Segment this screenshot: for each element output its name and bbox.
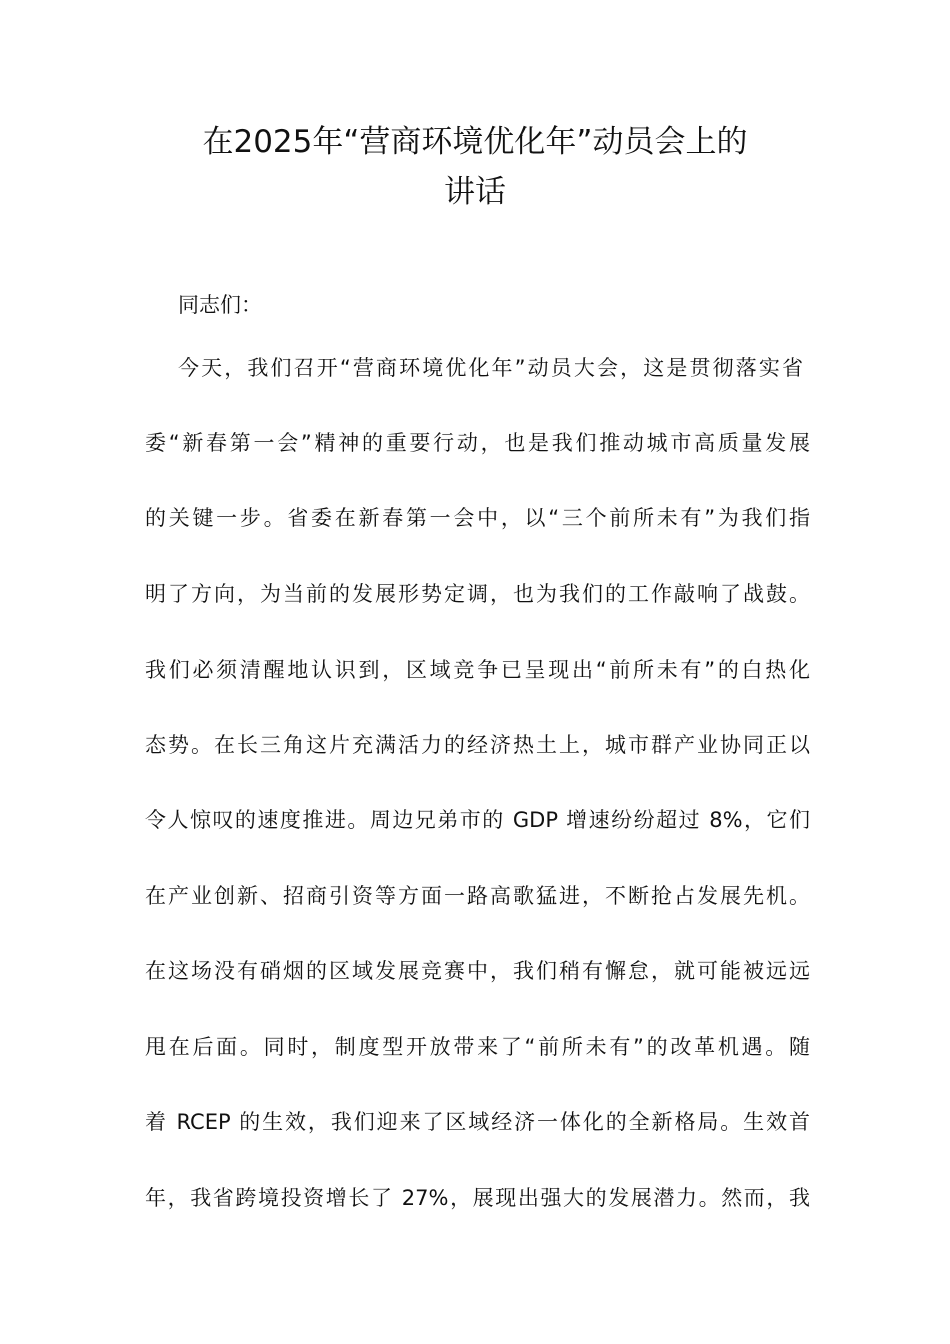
document-title-line-1: 在2025年“营商环境优化年”动员会上的 bbox=[202, 124, 748, 160]
body-line: 的关键一步。省委在新春第一会中，以“三个前所未有”为我们指 bbox=[145, 506, 810, 530]
body-line: 着 RCEP 的生效，我们迎来了区域经济一体化的全新格局。生效首 bbox=[145, 1110, 810, 1134]
body-line: 今天，我们召开“营商环境优化年”动员大会，这是贯彻落实省 bbox=[178, 356, 803, 380]
body-line: 委“新春第一会”精神的重要行动，也是我们推动城市高质量发展 bbox=[145, 431, 810, 455]
body-line: 在产业创新、招商引资等方面一路高歌猛进，不断抢占发展先机。 bbox=[145, 884, 810, 908]
body-line: 我们必须清醒地认识到，区域竞争已呈现出“前所未有”的白热化 bbox=[145, 658, 810, 682]
document-title-line-2: 讲话 bbox=[444, 174, 506, 210]
body-line: 态势。在长三角这片充满活力的经济热土上，城市群产业协同正以 bbox=[145, 733, 810, 757]
body-line: 年，我省跨境投资增长了 27%，展现出强大的发展潜力。然而，我 bbox=[145, 1186, 810, 1210]
body-line: 甩在后面。同时，制度型开放带来了“前所未有”的改革机遇。随 bbox=[145, 1035, 810, 1059]
salutation: 同志们： bbox=[178, 293, 262, 317]
body-line: 令人惊叹的速度推进。周边兄弟市的 GDP 增速纷纷超过 8%，它们 bbox=[145, 808, 810, 832]
body-line: 明了方向，为当前的发展形势定调，也为我们的工作敲响了战鼓。 bbox=[145, 582, 810, 606]
body-line: 在这场没有硝烟的区域发展竞赛中，我们稍有懈怠，就可能被远远 bbox=[145, 959, 810, 983]
